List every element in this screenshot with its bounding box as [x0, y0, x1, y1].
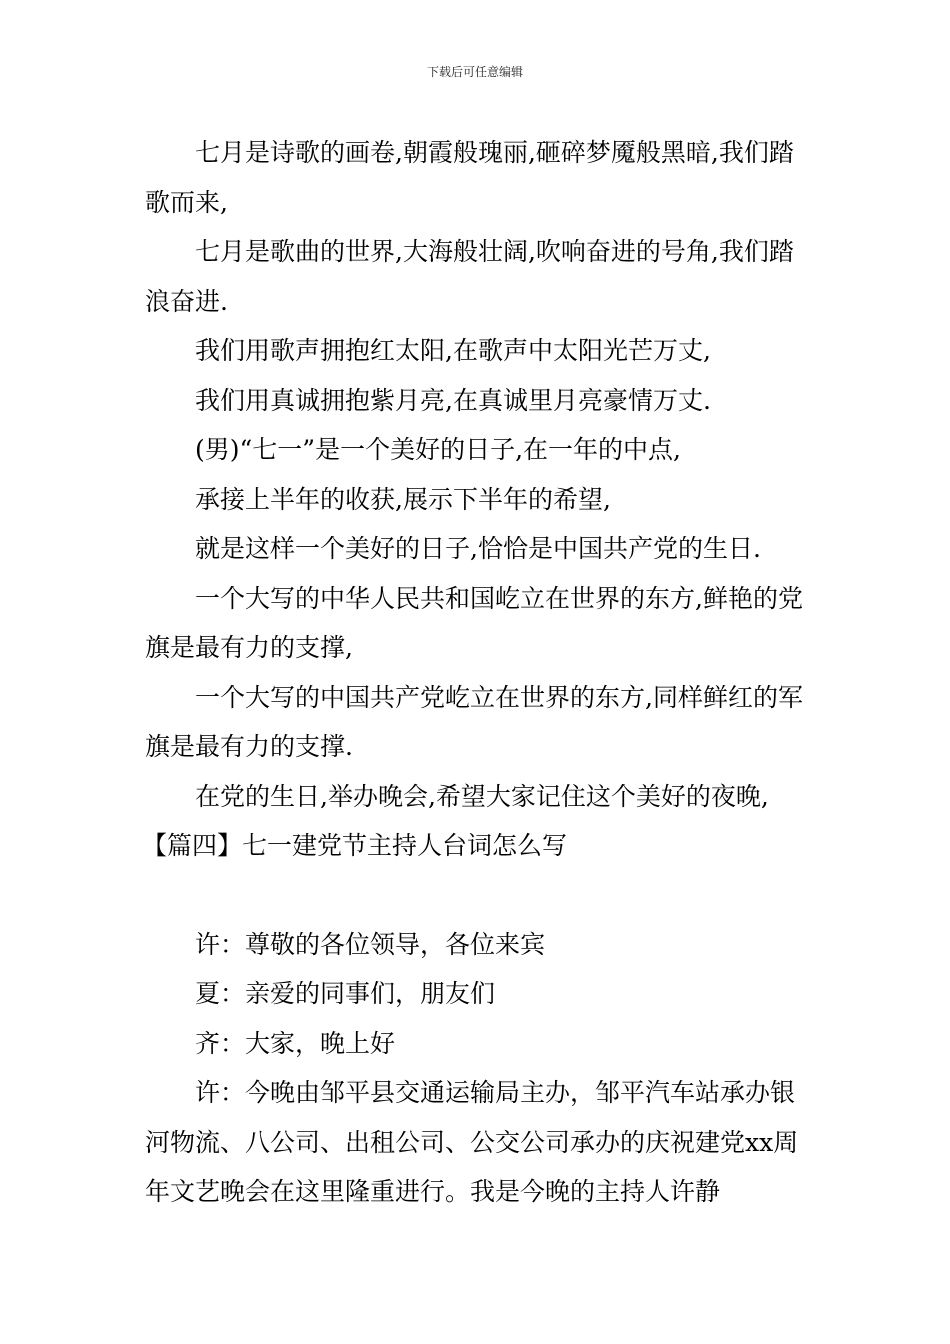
paragraph: (男)“七一”是一个美好的日子,在一年的中点,: [195, 435, 681, 464]
paragraph: 七月是诗歌的画卷,朝霞般瑰丽,砸碎梦魇般黑暗,我们踏歌而来,: [145, 138, 794, 217]
paragraph: 我们用歌声拥抱红太阳,在歌声中太阳光芒万丈,: [195, 336, 711, 365]
dialogue-line: 许：尊敬的各位领导，各位来宾: [195, 929, 546, 959]
dialogue-line: 齐：大家，晚上好: [195, 1028, 396, 1058]
paragraph: 在党的生日,举办晚会,希望大家记住这个美好的夜晚,: [195, 781, 769, 811]
document-body: [142, 128, 810, 1217]
section-title: 【篇四】七一建党节主持人台词怎么写: [142, 831, 568, 860]
paragraph: 七月是歌曲的世界,大海般壮阔,吹响奋进的号角,我们踏浪奋进.: [145, 237, 794, 316]
paragraph: 承接上半年的收获,展示下半年的希望,: [195, 484, 611, 514]
paragraph: 一个大写的中华人民共和国屹立在世界的东方,鲜艳的党旗是最有力的支撑,: [145, 583, 803, 662]
paragraph: 就是这样一个美好的日子,恰恰是中国共产党的生日.: [195, 534, 761, 563]
paragraph: 我们用真诚拥抱紫月亮,在真诚里月亮豪情万丈.: [195, 385, 711, 415]
dialogue-line: 许：今晚由邹平县交通运输局主办，邹平汽车站承办银河物流、八公司、出租公司、公交公司承办的庆祝建党xx周年文艺晚会在这里隆重进行。我是今晚的主持人许静: [145, 1078, 799, 1206]
paragraph: 一个大写的中国共产党屹立在世界的东方,同样鲜红的军旗是最有力的支撑.: [145, 682, 803, 761]
dialogue-line: 夏：亲爱的同事们，朋友们: [195, 979, 496, 1008]
page-header: 下载后可任意编辑: [426, 65, 523, 79]
blank-line: [145, 871, 810, 920]
